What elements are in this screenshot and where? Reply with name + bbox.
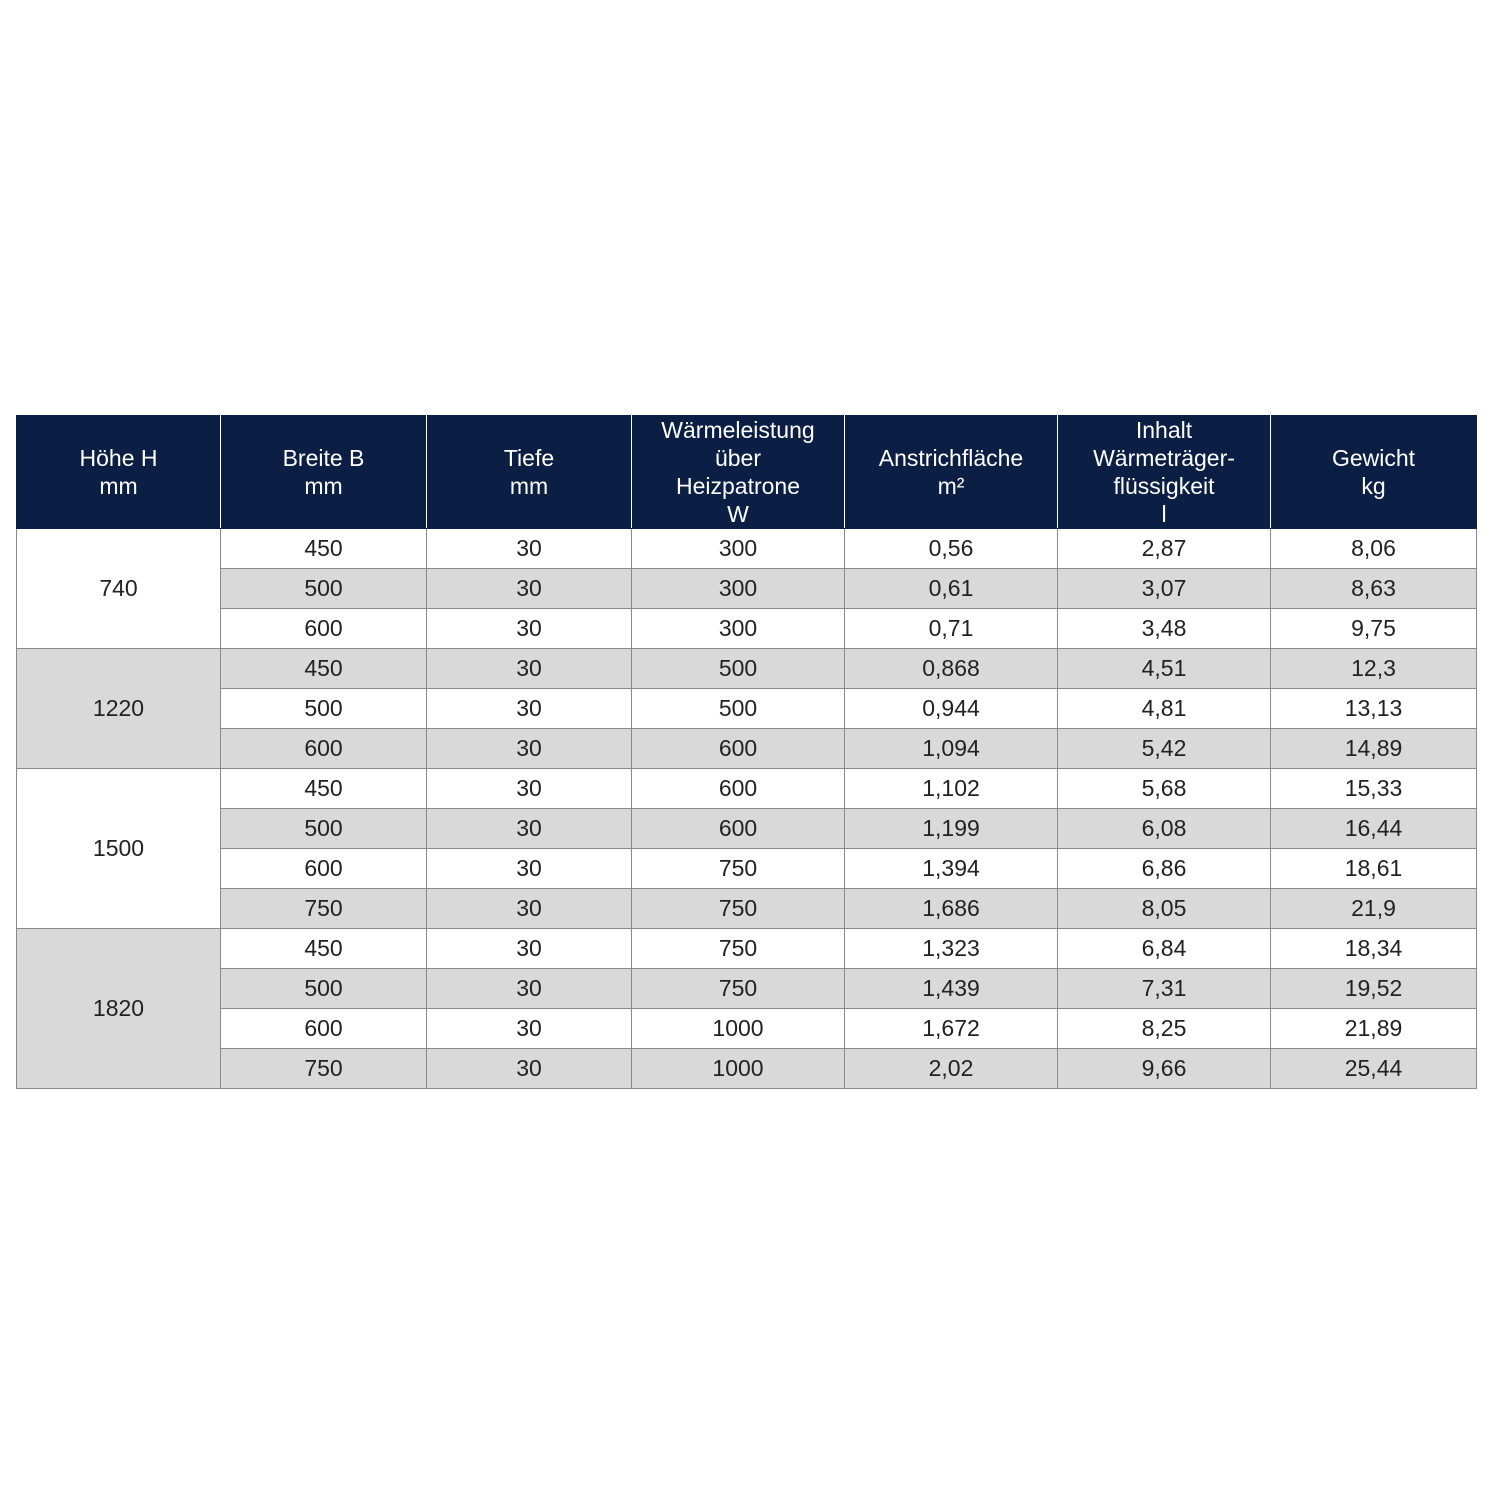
tiefe-cell: 30 — [427, 849, 632, 889]
leistung-cell: 500 — [632, 649, 845, 689]
header-leistung — [632, 416, 845, 529]
flaeche-cell: 1,394 — [845, 849, 1058, 889]
inhalt-cell: 6,08 — [1058, 809, 1271, 849]
inhalt-cell: 9,66 — [1058, 1049, 1271, 1089]
table-row — [17, 969, 1477, 1009]
flaeche-cell: 0,71 — [845, 609, 1058, 649]
header-line: Breite B — [282, 445, 365, 471]
flaeche-cell: 1,672 — [845, 1009, 1058, 1049]
tiefe-cell: 30 — [427, 729, 632, 769]
gewicht-cell: 18,61 — [1271, 849, 1477, 889]
inhalt-cell: 3,48 — [1058, 609, 1271, 649]
tiefe-cell: 30 — [427, 1009, 632, 1049]
inhalt-cell: 5,42 — [1058, 729, 1271, 769]
breite-cell: 450 — [221, 929, 427, 969]
inhalt-cell: 3,07 — [1058, 569, 1271, 609]
inhalt-cell: 6,86 — [1058, 849, 1271, 889]
gewicht-cell: 13,13 — [1271, 689, 1477, 729]
header-tiefe — [427, 416, 632, 529]
header-line: Inhalt Wärmeträger- — [1093, 417, 1235, 471]
header-line: W — [727, 501, 749, 527]
inhalt-cell: 4,81 — [1058, 689, 1271, 729]
hoehe-cell: 1220 — [17, 649, 221, 769]
gewicht-cell: 14,89 — [1271, 729, 1477, 769]
flaeche-cell: 1,439 — [845, 969, 1058, 1009]
tiefe-cell: 30 — [427, 609, 632, 649]
gewicht-cell: 8,63 — [1271, 569, 1477, 609]
breite-cell: 600 — [221, 849, 427, 889]
leistung-cell: 600 — [632, 769, 845, 809]
flaeche-cell: 0,944 — [845, 689, 1058, 729]
gewicht-cell: 18,34 — [1271, 929, 1477, 969]
gewicht-cell: 21,9 — [1271, 889, 1477, 929]
table-row — [17, 529, 1477, 569]
hoehe-cell: 740 — [17, 529, 221, 649]
leistung-cell: 300 — [632, 609, 845, 649]
breite-cell: 500 — [221, 969, 427, 1009]
flaeche-cell: 1,199 — [845, 809, 1058, 849]
leistung-cell: 750 — [632, 969, 845, 1009]
breite-cell: 500 — [221, 689, 427, 729]
header-flaeche — [845, 416, 1058, 529]
table-row — [17, 649, 1477, 689]
leistung-cell: 750 — [632, 849, 845, 889]
breite-cell: 600 — [221, 729, 427, 769]
tiefe-cell: 30 — [427, 769, 632, 809]
inhalt-cell: 8,25 — [1058, 1009, 1271, 1049]
gewicht-cell: 19,52 — [1271, 969, 1477, 1009]
flaeche-cell: 1,323 — [845, 929, 1058, 969]
spec-table — [16, 415, 1477, 1089]
flaeche-cell: 1,102 — [845, 769, 1058, 809]
header-line: l — [1161, 501, 1167, 527]
tiefe-cell: 30 — [427, 529, 632, 569]
leistung-cell: 1000 — [632, 1049, 845, 1089]
header-inhalt — [1058, 416, 1271, 529]
table-row — [17, 849, 1477, 889]
leistung-cell: 1000 — [632, 1009, 845, 1049]
hoehe-cell: 1820 — [17, 929, 221, 1089]
table-row — [17, 689, 1477, 729]
leistung-cell: 500 — [632, 689, 845, 729]
breite-cell: 500 — [221, 569, 427, 609]
leistung-cell: 750 — [632, 889, 845, 929]
inhalt-cell: 5,68 — [1058, 769, 1271, 809]
tiefe-cell: 30 — [427, 649, 632, 689]
table-row — [17, 609, 1477, 649]
gewicht-cell: 8,06 — [1271, 529, 1477, 569]
table-row — [17, 569, 1477, 609]
leistung-cell: 300 — [632, 529, 845, 569]
breite-cell: 500 — [221, 809, 427, 849]
flaeche-cell: 2,02 — [845, 1049, 1058, 1089]
inhalt-cell: 7,31 — [1058, 969, 1271, 1009]
table-body — [17, 529, 1477, 1089]
gewicht-cell: 21,89 — [1271, 1009, 1477, 1049]
table-header — [17, 416, 1477, 529]
flaeche-cell: 1,686 — [845, 889, 1058, 929]
header-line: mm — [509, 473, 549, 499]
table-row — [17, 1049, 1477, 1089]
header-line: Heizpatrone — [675, 473, 801, 499]
header-line: Höhe H — [79, 445, 158, 471]
gewicht-cell: 15,33 — [1271, 769, 1477, 809]
tiefe-cell: 30 — [427, 929, 632, 969]
header-line: Anstrichfläche — [878, 445, 1024, 471]
tiefe-cell: 30 — [427, 809, 632, 849]
header-breite — [221, 416, 427, 529]
gewicht-cell: 25,44 — [1271, 1049, 1477, 1089]
inhalt-cell: 2,87 — [1058, 529, 1271, 569]
table-row — [17, 889, 1477, 929]
tiefe-cell: 30 — [427, 969, 632, 1009]
breite-cell: 600 — [221, 1009, 427, 1049]
flaeche-cell: 1,094 — [845, 729, 1058, 769]
tiefe-cell: 30 — [427, 1049, 632, 1089]
header-line: Wärmeleistung über — [661, 417, 815, 471]
table-row — [17, 929, 1477, 969]
tiefe-cell: 30 — [427, 889, 632, 929]
header-line: Tiefe — [503, 445, 555, 471]
hoehe-cell: 1500 — [17, 769, 221, 929]
gewicht-cell: 16,44 — [1271, 809, 1477, 849]
header-line: flüssigkeit — [1113, 473, 1215, 499]
header-gewicht — [1271, 416, 1477, 529]
leistung-cell: 750 — [632, 929, 845, 969]
breite-cell: 450 — [221, 529, 427, 569]
header-hoehe — [17, 416, 221, 529]
table-row — [17, 809, 1477, 849]
inhalt-cell: 6,84 — [1058, 929, 1271, 969]
header-line: mm — [304, 473, 343, 499]
header-row — [17, 416, 1477, 529]
breite-cell: 450 — [221, 649, 427, 689]
flaeche-cell: 0,56 — [845, 529, 1058, 569]
header-line: Gewicht — [1331, 445, 1416, 471]
breite-cell: 600 — [221, 609, 427, 649]
leistung-cell: 600 — [632, 729, 845, 769]
breite-cell: 750 — [221, 889, 427, 929]
flaeche-cell: 0,868 — [845, 649, 1058, 689]
header-line: mm — [99, 473, 138, 499]
flaeche-cell: 0,61 — [845, 569, 1058, 609]
table-row — [17, 729, 1477, 769]
breite-cell: 750 — [221, 1049, 427, 1089]
header-line: m² — [937, 473, 965, 499]
tiefe-cell: 30 — [427, 569, 632, 609]
breite-cell: 450 — [221, 769, 427, 809]
header-line: kg — [1361, 473, 1386, 499]
table-row — [17, 1009, 1477, 1049]
gewicht-cell: 12,3 — [1271, 649, 1477, 689]
table-row — [17, 769, 1477, 809]
inhalt-cell: 8,05 — [1058, 889, 1271, 929]
tiefe-cell: 30 — [427, 689, 632, 729]
leistung-cell: 300 — [632, 569, 845, 609]
leistung-cell: 600 — [632, 809, 845, 849]
inhalt-cell: 4,51 — [1058, 649, 1271, 689]
gewicht-cell: 9,75 — [1271, 609, 1477, 649]
